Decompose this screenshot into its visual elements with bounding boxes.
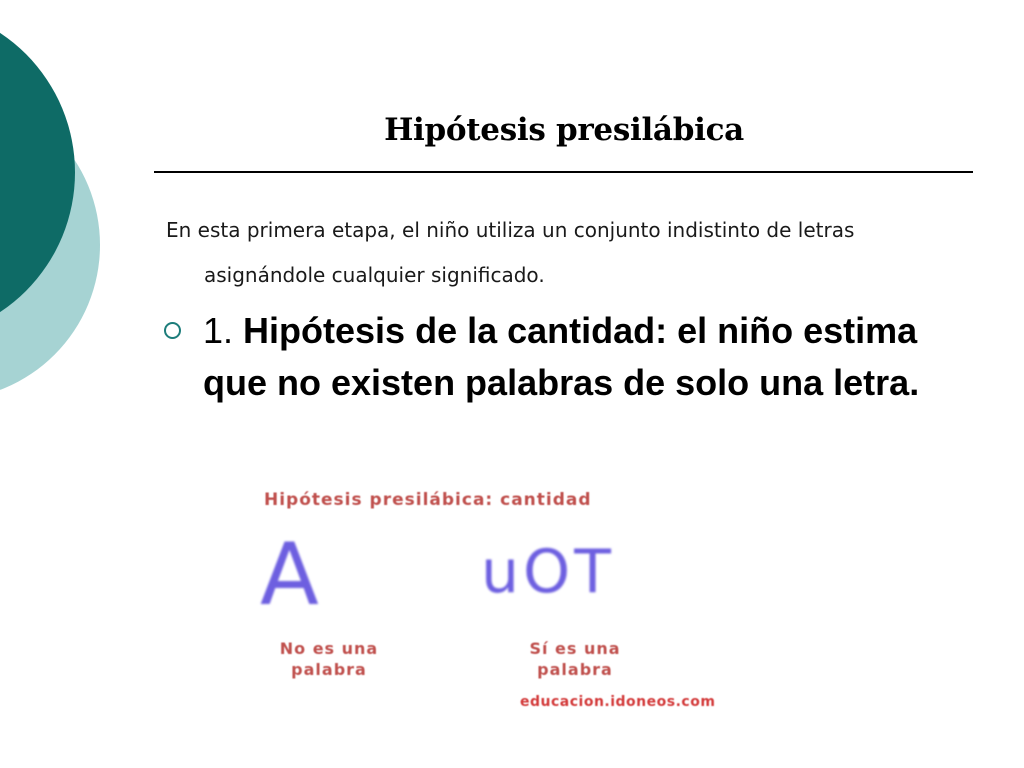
caption-not-word: No es una palabra bbox=[279, 639, 379, 679]
bullet-item bbox=[164, 305, 924, 409]
multi-letter-example: uOT bbox=[481, 537, 615, 607]
example-image bbox=[238, 480, 778, 714]
bullet-number: 1. bbox=[203, 310, 234, 351]
figure-source-watermark: educacion.idoneos.com bbox=[520, 694, 716, 710]
bullet-circle-icon bbox=[164, 322, 181, 339]
bullet-statement: Hipótesis de la cantidad: el niño estima que no existen palabras de solo una letra. bbox=[203, 310, 920, 403]
figure-title: Hipótesis presilábica: cantidad bbox=[264, 490, 592, 510]
single-letter-example: A bbox=[260, 525, 323, 625]
bullet-text bbox=[203, 305, 924, 409]
slide-title: Hipótesis presilábica bbox=[384, 112, 744, 148]
title-divider bbox=[154, 171, 973, 173]
caption-is-word: Sí es una palabra bbox=[529, 639, 621, 679]
intro-paragraph: En esta primera etapa, el niño utiliza un conjunto indistinto de letras asignándole cualquier significado. bbox=[166, 218, 855, 287]
